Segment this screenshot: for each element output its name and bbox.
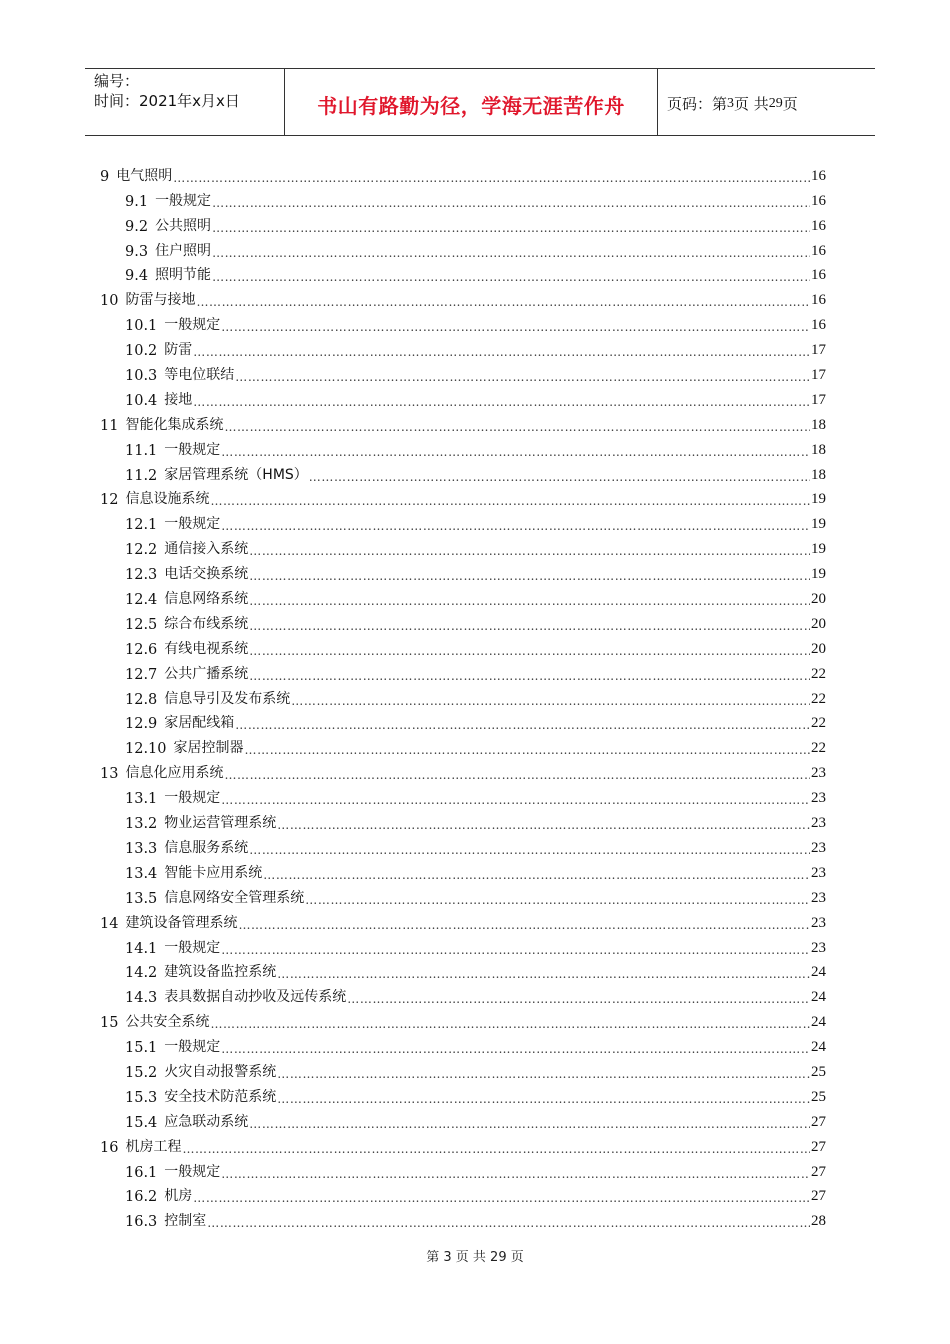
- toc-entry-page: 16: [811, 167, 826, 184]
- toc-entry-number: 12.3: [125, 567, 158, 584]
- toc-entry[interactable]: [100, 782, 826, 807]
- header-meta: [85, 69, 285, 135]
- toc-entry-page: 17: [811, 342, 826, 359]
- toc-entry-page: 23: [811, 815, 826, 832]
- toc-entry-title: 等电位联结: [164, 367, 235, 384]
- toc-entry-number: 10: [100, 293, 119, 310]
- toc-entry-page: 27: [811, 1163, 826, 1180]
- toc-entry[interactable]: [100, 484, 826, 509]
- toc-dot-leader: [221, 943, 810, 957]
- toc-entry-page: 18: [811, 416, 826, 433]
- toc-dot-leader: [212, 196, 810, 210]
- toc-entry[interactable]: [100, 533, 826, 558]
- toc-entry-page: 28: [811, 1213, 826, 1230]
- page-end-label: 页: [782, 95, 798, 113]
- toc-entry[interactable]: [100, 434, 826, 459]
- toc-entry-number: 13: [100, 766, 119, 783]
- toc-entry-number: 12.6: [125, 641, 158, 658]
- toc-entry-number: 10.3: [125, 368, 158, 385]
- toc-entry[interactable]: [100, 1205, 826, 1230]
- toc-entry-page: 18: [811, 466, 826, 483]
- toc-entry-number: 9.1: [125, 193, 149, 210]
- toc-entry[interactable]: [100, 608, 826, 633]
- document-number-label: 编号：: [94, 72, 140, 90]
- toc-dot-leader: [277, 1067, 810, 1081]
- toc-entry[interactable]: [100, 1181, 826, 1206]
- page-label: 页码：第: [667, 95, 728, 113]
- toc-entry[interactable]: [100, 708, 826, 733]
- page-total: 29: [768, 95, 783, 111]
- toc-entry-title: 信息导引及发布系统: [164, 690, 291, 707]
- toc-entry-number: 14.2: [125, 965, 158, 982]
- toc-entry[interactable]: [100, 658, 826, 683]
- toc-entry-title: 住户照明: [155, 242, 212, 259]
- toc-entry-page: 16: [811, 267, 826, 284]
- toc-entry-title: 电话交换系统: [164, 566, 249, 583]
- toc-dot-leader: [212, 246, 810, 260]
- toc-entry-title: 安全技术防范系统: [164, 1088, 277, 1105]
- toc-entry-number: 12.9: [125, 716, 158, 733]
- toc-entry[interactable]: [100, 633, 826, 658]
- toc-entry-number: 10.1: [125, 318, 158, 335]
- toc-entry-number: 16.3: [125, 1214, 158, 1231]
- toc-dot-leader: [277, 1092, 810, 1106]
- toc-entry-number: 11.1: [125, 442, 158, 459]
- toc-entry-page: 23: [811, 939, 826, 956]
- toc-entry[interactable]: [100, 957, 826, 982]
- toc-entry-number: 12.7: [125, 666, 158, 683]
- toc-entry-page: 19: [811, 516, 826, 533]
- toc-entry-page: 23: [811, 790, 826, 807]
- toc-entry[interactable]: [100, 807, 826, 832]
- toc-dot-leader: [212, 270, 810, 284]
- toc-dot-leader: [196, 295, 810, 309]
- toc-entry[interactable]: [100, 583, 826, 608]
- toc-entry-number: 11.2: [125, 467, 158, 484]
- toc-entry-title: 智能化集成系统: [125, 416, 224, 433]
- toc-dot-leader: [221, 793, 810, 807]
- toc-entry[interactable]: [100, 1081, 826, 1106]
- toc-entry-page: 23: [811, 765, 826, 782]
- toc-entry-title: 家居管理系统（HMS）: [164, 466, 308, 483]
- toc-entry-page: 23: [811, 864, 826, 881]
- toc-dot-leader: [238, 918, 810, 932]
- toc-entry-title: 控制室: [164, 1213, 207, 1230]
- toc-entry[interactable]: [100, 235, 826, 260]
- toc-dot-leader: [277, 967, 810, 981]
- toc-entry-title: 物业运营管理系统: [164, 815, 277, 832]
- toc-entry[interactable]: [100, 409, 826, 434]
- toc-entry-title: 有线电视系统: [164, 640, 249, 657]
- toc-entry[interactable]: [100, 558, 826, 583]
- toc-entry-title: 照明节能: [155, 267, 212, 284]
- toc-dot-leader: [291, 694, 810, 708]
- toc-dot-leader: [173, 171, 810, 185]
- toc-entry-page: 25: [811, 1063, 826, 1080]
- toc-entry-page: 24: [811, 989, 826, 1006]
- toc-entry-page: 16: [811, 192, 826, 209]
- toc-entry-page: 27: [811, 1113, 826, 1130]
- toc-entry[interactable]: [100, 857, 826, 882]
- toc-entry-title: 信息网络系统: [164, 591, 249, 608]
- toc-dot-leader: [212, 221, 810, 235]
- toc-entry-title: 通信接入系统: [164, 541, 249, 558]
- toc-entry[interactable]: [100, 334, 826, 359]
- toc-entry[interactable]: [100, 932, 826, 957]
- toc-entry-number: 15.1: [125, 1040, 158, 1057]
- toc-dot-leader: [207, 1216, 810, 1230]
- toc-entry-page: 16: [811, 292, 826, 309]
- page-current: 3: [727, 95, 735, 111]
- toc-entry-title: 机房: [164, 1188, 193, 1205]
- toc-entry-page: 25: [811, 1088, 826, 1105]
- toc-entry-page: 20: [811, 640, 826, 657]
- toc-entry-number: 15.3: [125, 1089, 158, 1106]
- toc-entry-page: 20: [811, 615, 826, 632]
- toc-entry-title: 接地: [164, 391, 193, 408]
- toc-entry-title: 信息设施系统: [125, 491, 210, 508]
- toc-entry-number: 12.10: [125, 741, 167, 758]
- toc-dot-leader: [249, 1117, 810, 1131]
- toc-dot-leader: [221, 320, 810, 334]
- toc-entry-title: 公共照明: [155, 217, 212, 234]
- toc-entry[interactable]: [100, 384, 826, 409]
- toc-entry-page: 16: [811, 217, 826, 234]
- toc-entry[interactable]: [100, 508, 826, 533]
- toc-dot-leader: [249, 669, 810, 683]
- toc-entry-page: 22: [811, 690, 826, 707]
- toc-entry-page: 22: [811, 665, 826, 682]
- toc-entry-number: 15.4: [125, 1114, 158, 1131]
- toc-entry-number: 13.3: [125, 840, 158, 857]
- toc-entry-title: 一般规定: [164, 939, 221, 956]
- toc-entry-page: 22: [811, 715, 826, 732]
- toc-entry-page: 20: [811, 591, 826, 608]
- document-time: 时间：2021年x月x日: [94, 92, 240, 110]
- toc-entry-page: 17: [811, 367, 826, 384]
- toc-entry[interactable]: [100, 1006, 826, 1031]
- toc-entry-number: 15.2: [125, 1064, 158, 1081]
- toc-dot-leader: [221, 445, 810, 459]
- toc-entry-number: 9.4: [125, 268, 149, 285]
- page-footer: 第 3 页 共 29 页: [426, 1250, 524, 1265]
- toc-dot-leader: [193, 395, 810, 409]
- toc-entry-number: 13.5: [125, 890, 158, 907]
- toc-entry-number: 15: [100, 1015, 119, 1032]
- toc-dot-leader: [182, 1142, 810, 1156]
- toc-dot-leader: [210, 1017, 810, 1031]
- toc-entry-page: 24: [811, 1039, 826, 1056]
- toc-entry[interactable]: [100, 160, 826, 185]
- toc-entry-number: 12: [100, 492, 119, 509]
- toc-entry[interactable]: [100, 1131, 826, 1156]
- header-motto: 书山有路勤为径，学海无涯苦作舟: [285, 69, 658, 135]
- toc-entry-page: 18: [811, 441, 826, 458]
- toc-entry[interactable]: [100, 683, 826, 708]
- toc-entry-number: 12.8: [125, 691, 158, 708]
- toc-entry-page: 23: [811, 889, 826, 906]
- toc-dot-leader: [224, 420, 810, 434]
- toc-entry[interactable]: [100, 459, 826, 484]
- toc-entry-title: 一般规定: [164, 317, 221, 334]
- toc-entry[interactable]: [100, 1156, 826, 1181]
- toc-entry-page: 19: [811, 566, 826, 583]
- toc-dot-leader: [305, 893, 810, 907]
- toc-dot-leader: [309, 470, 810, 484]
- toc-entry-number: 16.2: [125, 1189, 158, 1206]
- toc-entry-title: 建筑设备监控系统: [164, 964, 277, 981]
- toc-dot-leader: [263, 868, 810, 882]
- toc-entry-number: 13.2: [125, 816, 158, 833]
- toc-dot-leader: [249, 644, 810, 658]
- toc-entry[interactable]: [100, 907, 826, 932]
- toc-entry-number: 12.1: [125, 517, 158, 534]
- toc-dot-leader: [221, 1167, 810, 1181]
- toc-entry-title: 应急联动系统: [164, 1113, 249, 1130]
- toc-dot-leader: [347, 992, 810, 1006]
- toc-entry-title: 火灾自动报警系统: [164, 1063, 277, 1080]
- toc-entry-number: 13.4: [125, 865, 158, 882]
- toc-entry[interactable]: [100, 284, 826, 309]
- toc-entry-page: 16: [811, 242, 826, 259]
- toc-entry[interactable]: [100, 832, 826, 857]
- toc-entry[interactable]: [100, 210, 826, 235]
- toc-entry-title: 防雷: [164, 342, 193, 359]
- toc-dot-leader: [193, 345, 810, 359]
- toc-dot-leader: [249, 843, 810, 857]
- toc-entry-number: 9: [100, 168, 110, 185]
- toc-entry-title: 电气照明: [116, 167, 173, 184]
- toc-entry-title: 家居控制器: [173, 740, 244, 757]
- toc-entry-title: 一般规定: [164, 1163, 221, 1180]
- toc-entry-title: 信息网络安全管理系统: [164, 889, 305, 906]
- toc-dot-leader: [249, 619, 810, 633]
- toc-entry-title: 防雷与接地: [125, 292, 196, 309]
- toc-dot-leader: [249, 569, 810, 583]
- toc-entry-title: 一般规定: [164, 790, 221, 807]
- toc-entry-title: 机房工程: [125, 1138, 182, 1155]
- page-header: [85, 68, 875, 136]
- toc-entry-title: 一般规定: [164, 441, 221, 458]
- toc-dot-leader: [221, 519, 810, 533]
- toc-entry[interactable]: [100, 185, 826, 210]
- toc-entry[interactable]: [100, 882, 826, 907]
- toc-dot-leader: [245, 743, 810, 757]
- toc-entry-number: 9.2: [125, 218, 149, 235]
- toc-entry-number: 10.2: [125, 343, 158, 360]
- toc-entry-page: 17: [811, 391, 826, 408]
- toc-entry[interactable]: [100, 732, 826, 757]
- toc-entry[interactable]: [100, 1106, 826, 1131]
- toc-dot-leader: [235, 718, 810, 732]
- toc-entry-title: 建筑设备管理系统: [125, 914, 238, 931]
- toc-entry-number: 13.1: [125, 791, 158, 808]
- toc-entry-title: 公共广播系统: [164, 665, 249, 682]
- toc-entry-number: 11: [100, 417, 119, 434]
- toc-entry-title: 信息化应用系统: [125, 765, 224, 782]
- toc-entry-title: 一般规定: [164, 516, 221, 533]
- toc-entry-number: 14.1: [125, 940, 158, 957]
- toc-entry[interactable]: [100, 981, 826, 1006]
- table-of-contents: [100, 160, 826, 1230]
- toc-entry-title: 智能卡应用系统: [164, 864, 263, 881]
- toc-entry-number: 14: [100, 915, 119, 932]
- toc-entry-page: 24: [811, 1014, 826, 1031]
- toc-entry[interactable]: [100, 359, 826, 384]
- toc-entry-title: 一般规定: [155, 192, 212, 209]
- toc-dot-leader: [193, 1191, 810, 1205]
- toc-entry[interactable]: [100, 757, 826, 782]
- toc-dot-leader: [249, 594, 810, 608]
- toc-entry-page: 27: [811, 1188, 826, 1205]
- toc-entry-page: 23: [811, 839, 826, 856]
- toc-entry-number: 12.4: [125, 592, 158, 609]
- toc-entry-title: 表具数据自动抄收及远传系统: [164, 989, 347, 1006]
- toc-entry-title: 公共安全系统: [125, 1014, 210, 1031]
- toc-entry[interactable]: [100, 260, 826, 285]
- toc-entry[interactable]: [100, 309, 826, 334]
- toc-entry-page: 27: [811, 1138, 826, 1155]
- toc-entry-title: 信息服务系统: [164, 839, 249, 856]
- toc-dot-leader: [235, 370, 810, 384]
- toc-dot-leader: [224, 768, 810, 782]
- toc-entry-number: 16: [100, 1139, 119, 1156]
- toc-dot-leader: [221, 1042, 810, 1056]
- toc-dot-leader: [277, 818, 810, 832]
- toc-dot-leader: [210, 494, 810, 508]
- toc-entry-page: 19: [811, 541, 826, 558]
- toc-entry-number: 9.3: [125, 243, 149, 260]
- header-page-info: [658, 69, 875, 135]
- toc-entry-page: 16: [811, 317, 826, 334]
- toc-entry-page: 22: [811, 740, 826, 757]
- page-mid-label: 页 共: [734, 95, 769, 113]
- toc-entry-title: 一般规定: [164, 1039, 221, 1056]
- toc-entry-page: 24: [811, 964, 826, 981]
- toc-entry-title: 家居配线箱: [164, 715, 235, 732]
- toc-dot-leader: [249, 544, 810, 558]
- toc-entry-title: 综合布线系统: [164, 615, 249, 632]
- toc-entry-number: 16.1: [125, 1164, 158, 1181]
- toc-entry-number: 12.5: [125, 616, 158, 633]
- toc-entry-number: 12.2: [125, 542, 158, 559]
- toc-entry[interactable]: [100, 1031, 826, 1056]
- toc-entry-number: 14.3: [125, 990, 158, 1007]
- toc-entry-page: 19: [811, 491, 826, 508]
- toc-entry-number: 10.4: [125, 392, 158, 409]
- toc-entry[interactable]: [100, 1056, 826, 1081]
- toc-entry-page: 23: [811, 914, 826, 931]
